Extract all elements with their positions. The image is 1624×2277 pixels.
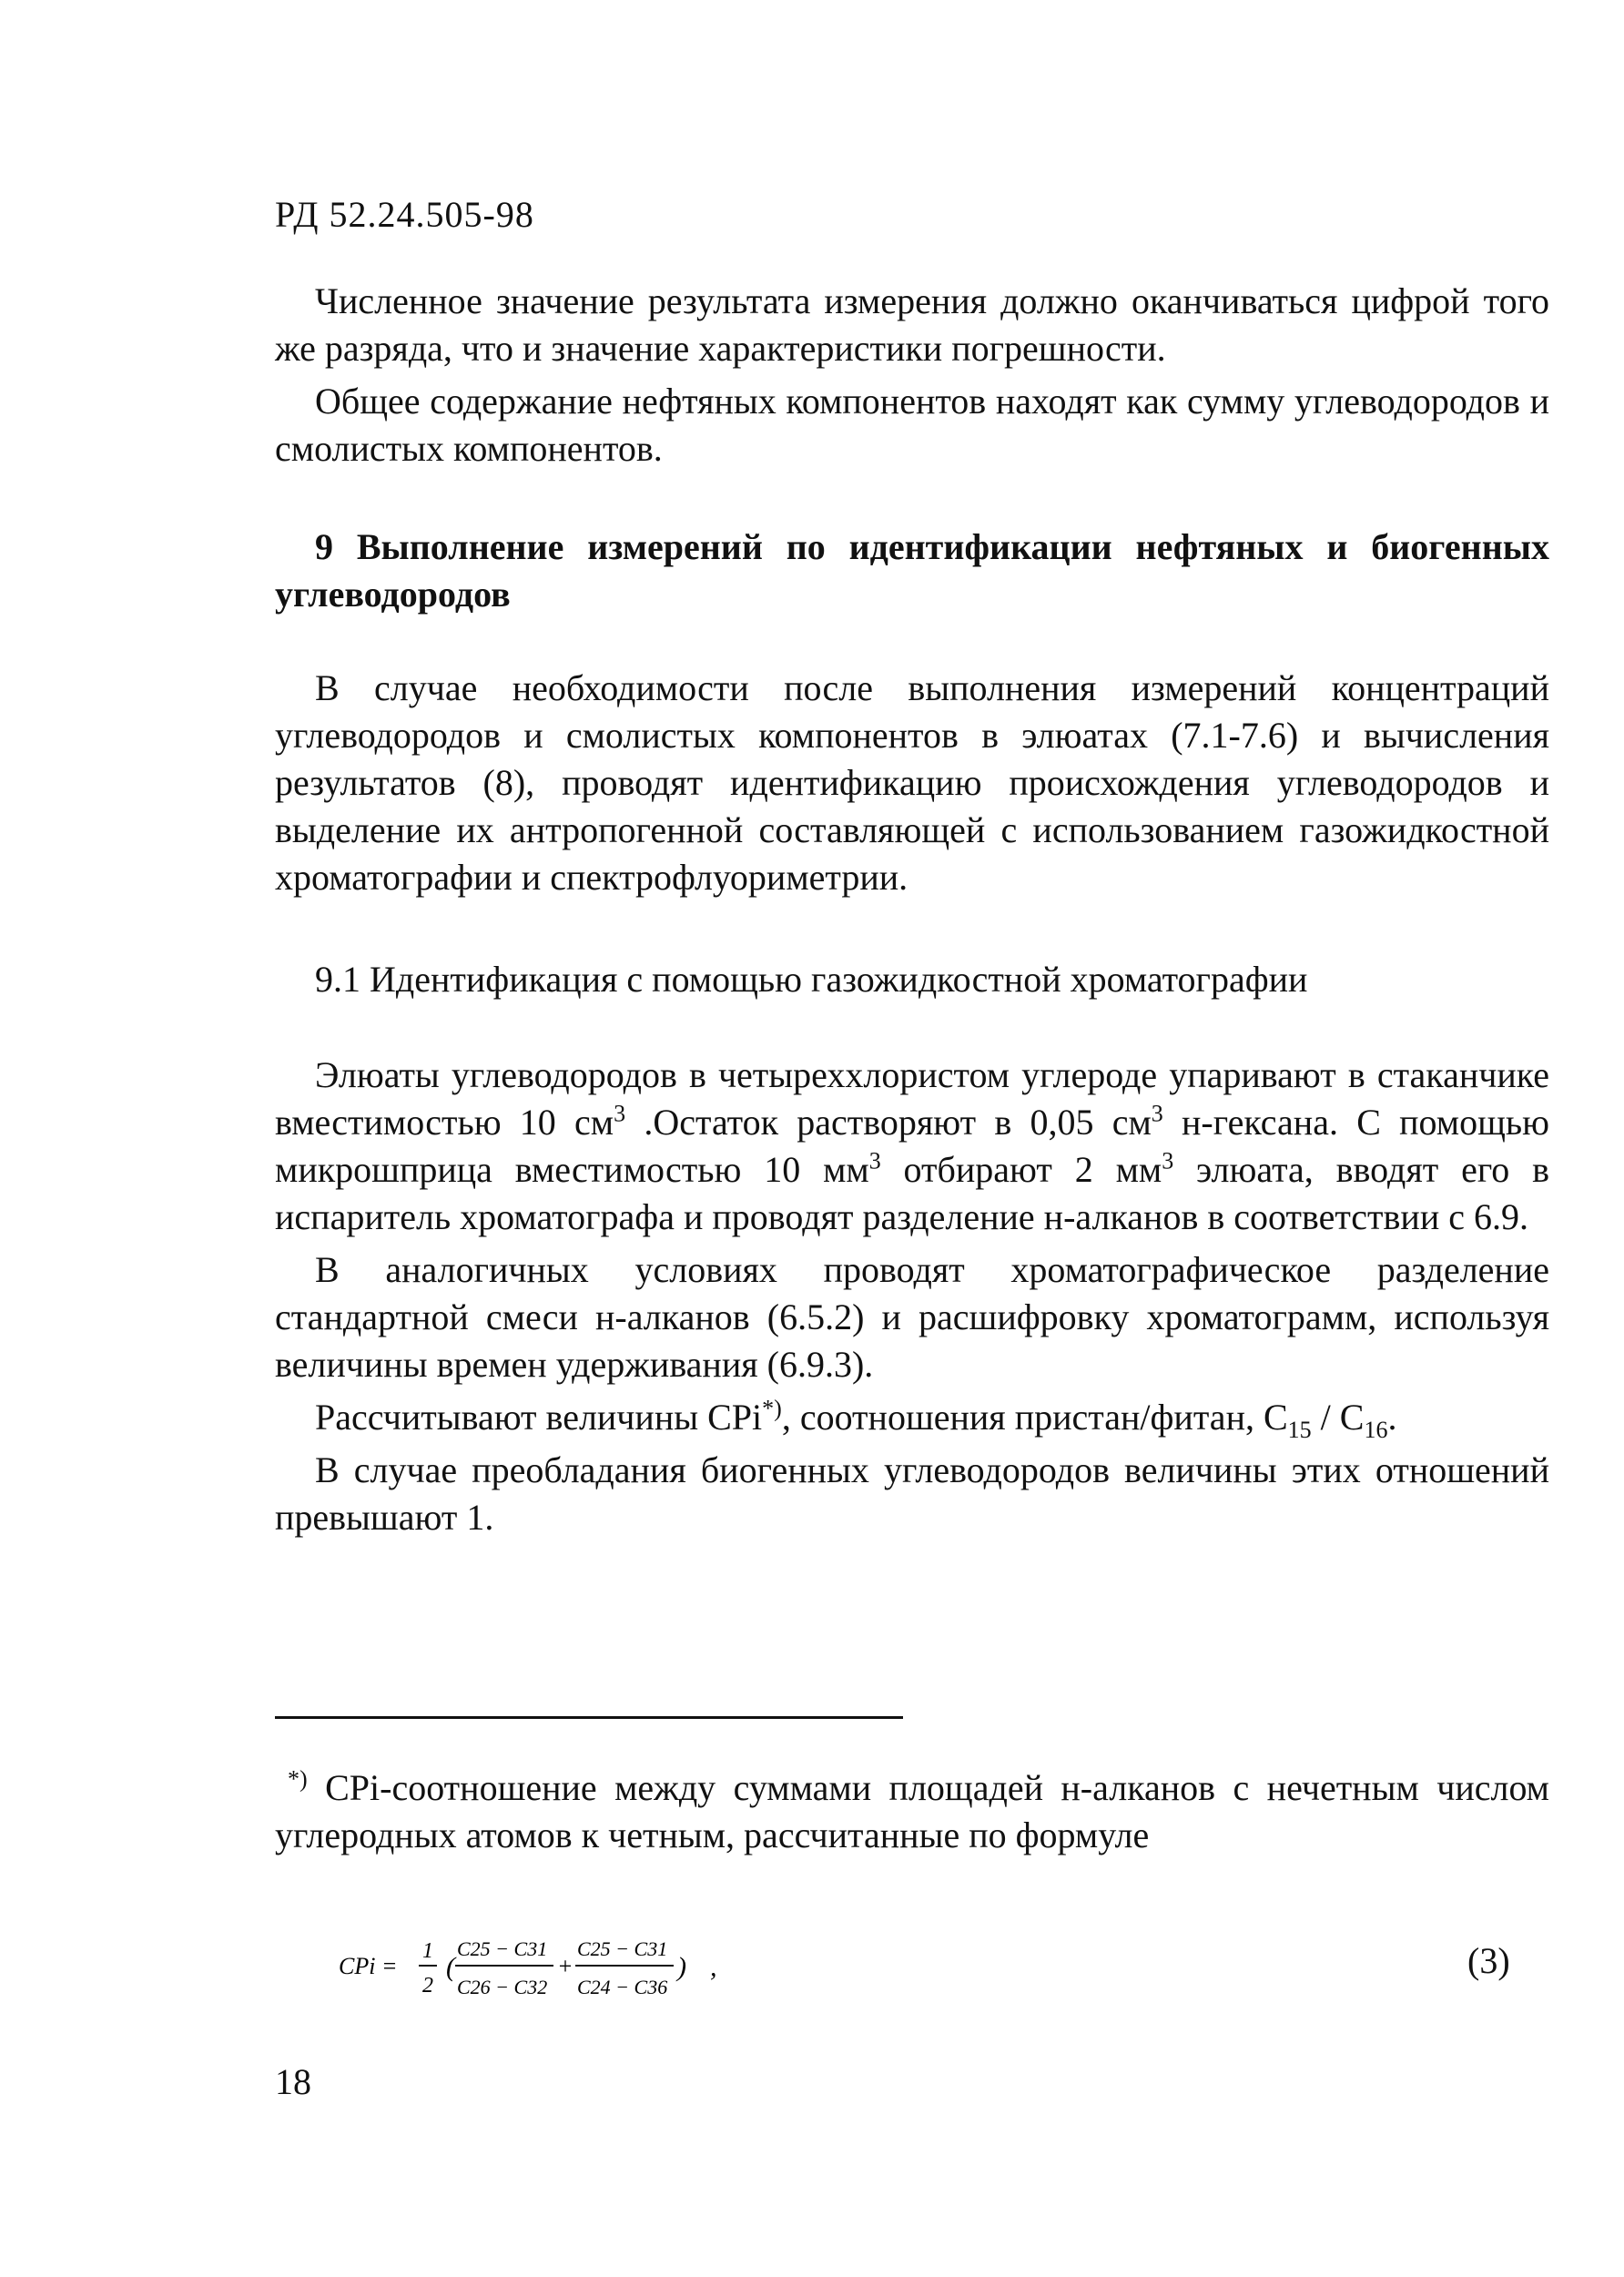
paragraph-total-content: Общее содержание нефтяных компонентов находят как сумму углеводородов и смолистых компонентов.	[275, 381, 1549, 469]
plus-sign: +	[557, 1953, 573, 1979]
cpi-formula	[339, 1921, 794, 2021]
subsection-heading: 9.1 Идентификация с помощью газожидкостной хроматографии	[315, 959, 1308, 1000]
sup-cubic-2: 3	[1151, 1100, 1163, 1127]
formula-comma: ,	[710, 1952, 717, 1982]
ratios-text-b: , соотношения пристан/фитан, C	[781, 1397, 1288, 1438]
footnote-divider	[275, 1716, 903, 1719]
footnote-ref: *)	[762, 1395, 782, 1422]
open-paren: (	[446, 1952, 455, 1982]
intro-paragraphs	[275, 278, 1549, 473]
eluates-text-b: .Остаток растворяют в 0,05 см	[625, 1102, 1152, 1143]
section-9-heading-block	[275, 524, 1549, 618]
footnote-marker: *)	[288, 1765, 308, 1793]
ratios-text-c: / C	[1311, 1397, 1365, 1438]
paragraph-biogenic-predominance: В случае преобладания биогенных углеводородов величины этих отношений превышают 1.	[275, 1449, 1549, 1538]
eluates-text-e: элюата, вводят его в испаритель хроматографа и проводят разделение н-алканов в соответствии с 6.9.	[275, 1149, 1549, 1237]
half-numerator: 1	[422, 1939, 433, 1963]
fraction-2-numerator: C25 − C31	[577, 1937, 668, 1960]
subsection-9-1-body	[275, 1052, 1549, 1541]
paragraph-identification: В случае необходимости после выполнения измерений концентраций углеводородов и смолистых компонентов в элюатах (7.1-7.6) и вычисления результатов (8), проводят идентификацию происхождения углеводородов и выделение их антропогенной составляющей с использованием газожидкостной хроматографии и спектрофлуориметрии.	[275, 667, 1549, 898]
equation-number: (3)	[1467, 1940, 1510, 1981]
ratios-text-a: Рассчитывают величины CPi	[315, 1397, 763, 1438]
footnote-text: CPi-соотношение между суммами площадей н-алканов с нечетным числом углеродных атомов к четным, рассчитанные по формуле	[275, 1767, 1549, 1855]
eluates-text-a: Элюаты углеводородов в четыреххлористом углероде упаривают в стаканчике вместимостью 10 см	[275, 1054, 1549, 1143]
paragraph-result-precision: Численное значение результата измерения должно оканчиваться цифрой того же разряда, что и значение характеристики погрешности.	[275, 280, 1549, 369]
eluates-text-d: отбирают 2 мм	[880, 1149, 1162, 1190]
close-paren: )	[677, 1952, 686, 1982]
sup-cubic-3: 3	[868, 1147, 881, 1174]
sup-cubic-4: 3	[1162, 1147, 1174, 1174]
document-code: РД 52.24.505-98	[275, 194, 534, 235]
sub-15: 15	[1287, 1417, 1312, 1443]
footnote	[275, 1764, 1549, 1859]
subsection-heading-block	[275, 956, 1549, 1003]
sub-16: 16	[1364, 1417, 1388, 1443]
page-number: 18	[275, 2061, 311, 2102]
fraction-1-numerator: C25 − C31	[457, 1937, 548, 1960]
fraction-1-denominator: C26 − C32	[457, 1976, 548, 1998]
formula-lhs: CPi =	[339, 1953, 398, 1979]
eluates-text-c: н-гексана. С помощью микрошприца вместимостью 10 мм	[275, 1102, 1549, 1190]
paragraph-calculate-ratios	[275, 1394, 1549, 1441]
ratios-text-d: .	[1387, 1397, 1397, 1438]
paragraph-analogous-conditions: В аналогичных условиях проводят хроматографическое разделение стандартной смеси н-алканов (6.5.2) и расшифровку хроматограмм, используя величины времен удерживания (6.9.3).	[275, 1249, 1549, 1385]
fraction-2-denominator: C24 − C36	[577, 1976, 668, 1998]
paragraph-eluates	[275, 1052, 1549, 1241]
section-9-intro	[275, 665, 1549, 901]
half-denominator: 2	[422, 1974, 433, 1997]
section-heading: 9 Выполнение измерений по идентификации нефтяных и биогенных углеводородов	[275, 526, 1549, 615]
sup-cubic-1: 3	[614, 1100, 626, 1127]
